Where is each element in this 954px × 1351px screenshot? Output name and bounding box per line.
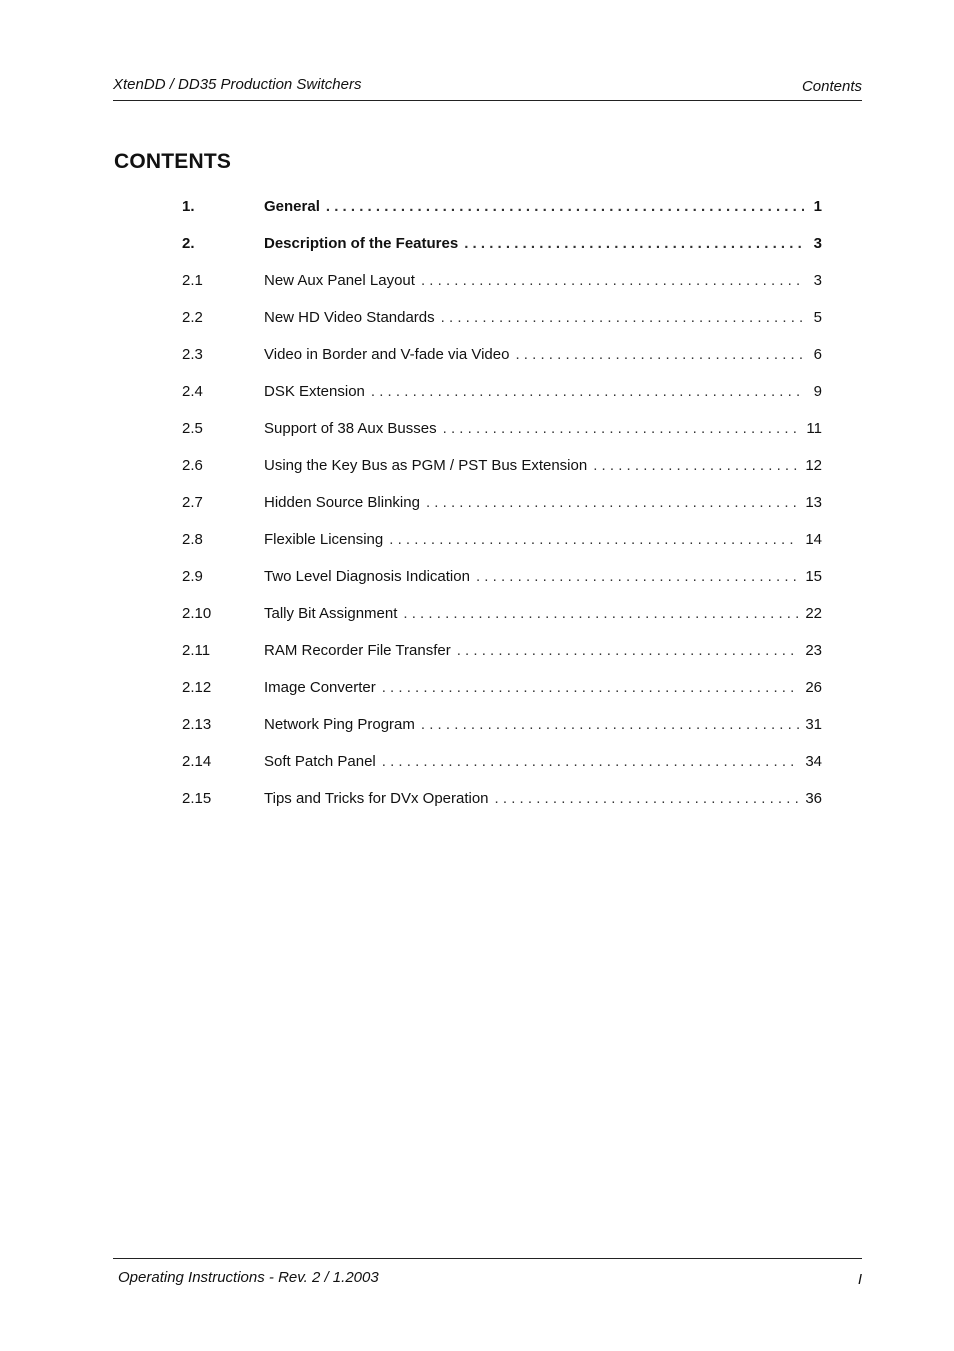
toc-dot-leader — [593, 457, 799, 474]
toc-entry-page: 9 — [813, 383, 822, 400]
toc-entry[interactable] — [182, 418, 822, 455]
toc-entry-line — [264, 716, 822, 733]
toc-entry-number: 2.13 — [182, 716, 212, 733]
toc-entry-line — [264, 272, 822, 289]
toc-dot-leader — [382, 753, 800, 770]
toc-entry-label: Tally Bit Assignment — [264, 605, 398, 622]
toc-entry-number: 2.7 — [182, 494, 203, 511]
toc-entry-line — [264, 531, 822, 548]
toc-entry-label: Description of the Features — [264, 235, 459, 252]
toc-entry-line — [264, 198, 822, 215]
toc-entry-number: 2.11 — [182, 642, 211, 659]
toc-dot-leader — [426, 494, 799, 511]
toc-dot-leader — [457, 642, 800, 659]
toc-entry-number: 1. — [182, 198, 195, 215]
toc-entry[interactable] — [182, 529, 822, 566]
toc-entry-label: Hidden Source Blinking — [264, 494, 420, 511]
toc-entry-number: 2.15 — [182, 790, 212, 807]
toc-entry-line — [264, 790, 822, 807]
toc-entry-label: RAM Recorder File Transfer — [264, 642, 451, 659]
toc-dot-leader — [495, 790, 800, 807]
toc-entry-line — [264, 642, 822, 659]
toc-entry-label: New Aux Panel Layout — [264, 272, 415, 289]
page-header — [113, 72, 862, 101]
toc-dot-leader — [515, 346, 804, 363]
toc-entry-label: Two Level Diagnosis Indication — [264, 568, 470, 585]
toc-entry-line — [264, 383, 822, 400]
toc-dot-leader — [464, 235, 804, 252]
toc-entry-page: 15 — [805, 568, 822, 585]
toc-entry-page: 5 — [813, 309, 822, 326]
toc-dot-leader — [421, 272, 804, 289]
toc-entry[interactable] — [182, 344, 822, 381]
toc-dot-leader — [389, 531, 799, 548]
toc-entry-page: 34 — [805, 753, 822, 770]
toc-entry-line — [264, 679, 822, 696]
toc-entry[interactable] — [182, 381, 822, 418]
toc-entry-page: 3 — [813, 235, 822, 252]
toc-entry-label: Image Converter — [264, 679, 376, 696]
toc-entry-label: DSK Extension — [264, 383, 365, 400]
toc-entry-label: General — [264, 198, 320, 215]
toc-entry-number: 2.12 — [182, 679, 212, 696]
toc-entry-number: 2. — [182, 235, 195, 252]
toc-dot-leader — [476, 568, 799, 585]
toc-entry-number: 2.6 — [182, 457, 203, 474]
toc-entry[interactable] — [182, 714, 822, 751]
toc-entry-label: Support of 38 Aux Busses — [264, 420, 437, 437]
toc-entry-page: 23 — [805, 642, 822, 659]
footer-page-number: I — [857, 1271, 862, 1288]
toc-entry-number: 2.2 — [182, 309, 203, 326]
toc-entry-line — [264, 753, 822, 770]
toc-entry-line — [264, 235, 822, 252]
toc-entry-label: New HD Video Standards — [264, 309, 435, 326]
toc-entry-page: 6 — [813, 346, 822, 363]
toc-dot-leader — [421, 716, 799, 733]
toc-entry-number: 2.10 — [182, 605, 212, 622]
toc-entry[interactable] — [182, 455, 822, 492]
page-title: CONTENTS — [114, 150, 232, 173]
toc-entry[interactable] — [182, 307, 822, 344]
toc-entry-number: 2.14 — [182, 753, 212, 770]
toc-entry-line — [264, 346, 822, 363]
toc-entry-line — [264, 457, 822, 474]
toc-entry-label: Using the Key Bus as PGM / PST Bus Extension — [264, 457, 588, 474]
toc-entry[interactable] — [182, 677, 822, 714]
toc-entry-number: 2.9 — [182, 568, 203, 585]
page-footer — [113, 1258, 862, 1299]
toc-dot-leader — [326, 198, 804, 215]
toc-dot-leader — [371, 383, 804, 400]
toc-entry-label: Network Ping Program — [264, 716, 415, 733]
toc-entry-number: 2.4 — [182, 383, 203, 400]
footer-revision: Operating Instructions - Rev. 2 / 1.2003 — [118, 1269, 379, 1286]
toc-entry-page: 13 — [805, 494, 822, 511]
toc-entry-number: 2.8 — [182, 531, 203, 548]
toc-entry-page: 22 — [805, 605, 822, 622]
toc-entry-number: 2.1 — [182, 272, 203, 289]
toc-entry-page: 3 — [813, 272, 822, 289]
table-of-contents — [182, 196, 822, 825]
header-section-name: Contents — [801, 78, 862, 95]
toc-entry-line — [264, 605, 822, 622]
toc-entry[interactable] — [182, 751, 822, 788]
toc-entry-label: Soft Patch Panel — [264, 753, 376, 770]
toc-entry-page: 11 — [806, 420, 822, 437]
toc-dot-leader — [441, 309, 804, 326]
toc-entry-number: 2.3 — [182, 346, 203, 363]
toc-entry-page: 26 — [805, 679, 822, 696]
toc-entry-label: Video in Border and V-fade via Video — [264, 346, 510, 363]
toc-entry[interactable] — [182, 196, 822, 233]
toc-entry-label: Flexible Licensing — [264, 531, 384, 548]
toc-dot-leader — [382, 679, 800, 696]
toc-entry-line — [264, 568, 822, 585]
toc-entry-number: 2.5 — [182, 420, 203, 437]
toc-entry[interactable] — [182, 233, 822, 270]
toc-entry[interactable] — [182, 492, 822, 529]
toc-entry[interactable] — [182, 788, 822, 825]
toc-entry[interactable] — [182, 270, 822, 307]
toc-entry-label: Tips and Tricks for DVx Operation — [264, 790, 489, 807]
toc-entry[interactable] — [182, 603, 822, 640]
toc-entry-page: 12 — [805, 457, 822, 474]
toc-entry[interactable] — [182, 640, 822, 677]
toc-entry-line — [264, 494, 822, 511]
toc-entry-page: 36 — [805, 790, 822, 807]
toc-entry-line — [264, 420, 822, 437]
toc-entry-page: 14 — [805, 531, 822, 548]
toc-dot-leader — [403, 605, 799, 622]
toc-entry[interactable] — [182, 566, 822, 603]
toc-entry-page: 31 — [805, 716, 822, 733]
toc-entry-page: 1 — [813, 198, 822, 215]
header-document-title: XtenDD / DD35 Production Switchers — [113, 76, 362, 93]
toc-entry-line — [264, 309, 822, 326]
toc-dot-leader — [443, 420, 801, 437]
